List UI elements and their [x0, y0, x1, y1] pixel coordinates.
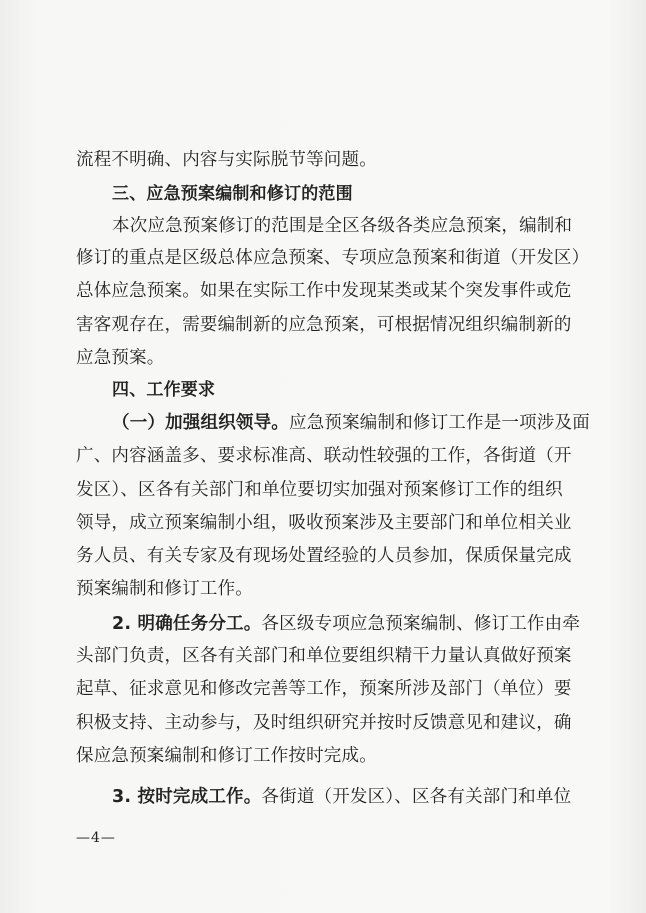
text-line: 总体应急预案。如果在实际工作中发现某类或某个突发事件或危: [76, 281, 572, 301]
section-heading: 四、工作要求: [112, 380, 216, 400]
text-segment: 各街道（开发区）、区各有关部门和单位: [261, 787, 572, 807]
text-line: 保应急预案编制和修订工作按时完成。: [76, 746, 377, 766]
text-line: 应急预案。: [76, 348, 165, 368]
text-line: 发区）、区各有关部门和单位要切实加强对预案修订工作的组织: [76, 480, 563, 500]
text-line: 广、内容涵盖多、要求标准高、联动性较强的工作，各街道（开: [76, 446, 572, 466]
subheading: （一）加强组织领导。: [112, 413, 289, 433]
subheading: 3. 按时完成工作。: [112, 787, 262, 807]
text-line: 起草、征求意见和修改完善等工作，预案所涉及部门（单位）要: [76, 679, 572, 699]
text-line: 头部门负责，区各有关部门和单位要组织精干力量认真做好预案: [76, 646, 572, 666]
text-line: 本次应急预案修订的范围是全区各级各类应急预案，编制和: [112, 216, 573, 236]
text-segment: 应急预案编制和修订工作是一项涉及面: [289, 413, 590, 433]
text-segment: 各区级专项应急预案编制、修订工作由牵: [261, 614, 581, 634]
text-line: 领导，成立预案编制小组，吸收预案涉及主要部门和单位相关业: [76, 513, 572, 533]
page-number: —4—: [76, 830, 116, 846]
text-line: 害客观存在，需要编制新的应急预案，可根据情况组织编制新的: [76, 315, 572, 335]
text-line: 积极支持、主动参与，及时组织研究并按时反馈意见和建议，确: [76, 713, 572, 733]
text-line: 流程不明确、内容与实际脱节等问题。: [76, 150, 377, 170]
text-line: 修订的重点是区级总体应急预案、专项应急预案和街道（开发区）: [76, 248, 590, 268]
paragraph-first-line: [112, 612, 612, 636]
paragraph-first-line: [112, 785, 612, 809]
text-line: 预案编制和修订工作。: [76, 579, 253, 599]
section-heading: 三、应急预案编制和修订的范围: [112, 184, 353, 204]
text-line: 务人员、有关专家及有现场处置经验的人员参加，保质保量完成: [76, 546, 572, 566]
paragraph-first-line: [112, 411, 612, 435]
subheading: 2. 明确任务分工。: [112, 614, 262, 634]
